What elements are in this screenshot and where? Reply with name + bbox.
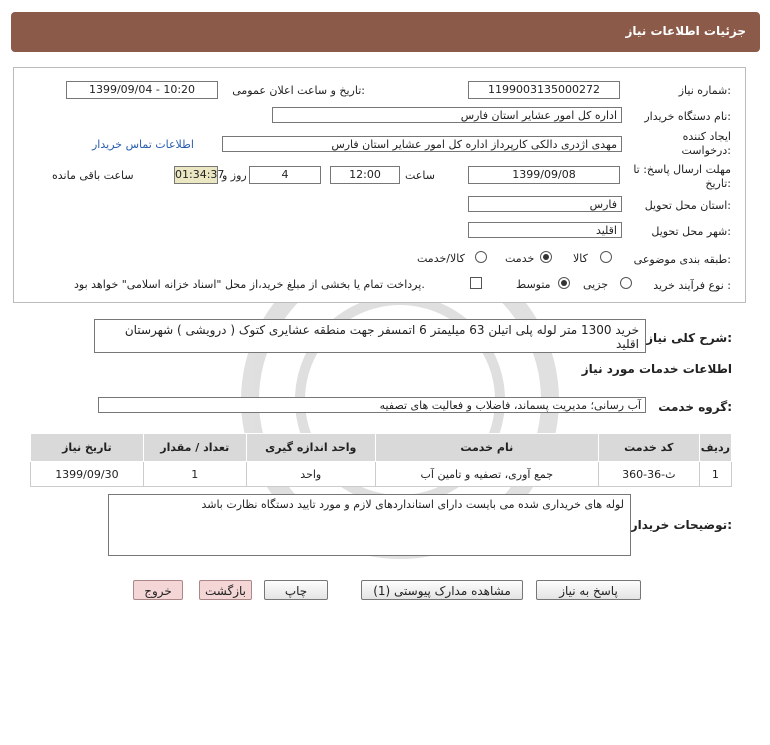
deadline-date-field: 1399/09/08 <box>468 166 620 184</box>
category-service-label: خدمت <box>505 252 535 265</box>
category-label: طبقه بندی موضوعی: <box>633 253 731 266</box>
summary-text: خرید 1300 متر لوله پلی اتیلن 63 میلیمتر 6 اتمسفر جهت منطقه عشایری کتوک ( درویشی ) شهرستان اقلید <box>94 319 646 353</box>
service-group-field: آب رسانی؛ مدیریت پسماند، فاضلاب و فعالیت های تصفیه <box>98 397 646 413</box>
cell-quantity: 1 <box>143 462 246 487</box>
service-group-label: گروه خدمت: <box>658 400 732 414</box>
summary-label: شرح کلی نیاز: <box>646 331 732 345</box>
city-label: شهر محل تحویل: <box>651 225 731 238</box>
need-number-field: 1199003135000272 <box>468 81 620 99</box>
process-minor-label: جزیی <box>583 278 609 291</box>
print-button[interactable]: چاپ <box>264 580 328 600</box>
remaining-time-field: 01:34:37 <box>174 166 218 184</box>
treasury-payment-note: پرداخت تمام یا بخشی از مبلغ خرید،از محل "اسناد خزانه اسلامی" خواهد بود. <box>74 278 425 291</box>
category-goods-service-radio[interactable] <box>475 251 487 263</box>
cell-service-code: ث-36-360 <box>598 462 699 487</box>
city-field: اقلید <box>468 222 622 238</box>
cell-service-name: جمع آوری، تصفیه و تامین آب <box>375 462 598 487</box>
process-minor-radio[interactable] <box>620 277 632 289</box>
col-row: ردیف <box>699 434 731 462</box>
announce-field: 1399/09/04 - 10:20 <box>66 81 218 99</box>
buyer-contact-link[interactable]: اطلاعات تماس خریدار <box>92 138 194 151</box>
province-field: فارس <box>468 196 622 212</box>
treasury-payment-checkbox[interactable] <box>470 277 482 289</box>
category-goods-service-label: کالا/خدمت <box>417 252 465 265</box>
table-header-row <box>31 434 732 462</box>
process-label: نوع فرآیند خرید : <box>653 279 731 292</box>
need-number-label: شماره نیاز: <box>678 84 731 97</box>
creator-field: مهدی اژدری دالکی کارپرداز اداره کل امور عشایر استان فارس <box>222 136 622 152</box>
buyer-notes-text: لوله های خریداری شده می بایست دارای استانداردهای لازم و مورد تایید دستگاه نظارت باشد <box>108 494 631 556</box>
buyer-org-field: اداره کل امور عشایر استان فارس <box>272 107 622 123</box>
remaining-time-label: ساعت باقی مانده <box>52 169 134 182</box>
announce-label: تاریخ و ساعت اعلان عمومی: <box>232 84 365 97</box>
col-need-date: تاریخ نیاز <box>31 434 144 462</box>
deadline-time-field: 12:00 <box>330 166 400 184</box>
cell-need-date: 1399/09/30 <box>31 462 144 487</box>
page-title: جزئیات اطلاعات نیاز <box>625 24 746 38</box>
attachments-button[interactable]: مشاهده مدارک پیوستی (1) <box>361 580 523 600</box>
process-medium-label: متوسط <box>516 278 551 291</box>
category-goods-label: کالا <box>573 252 588 265</box>
cell-row: 1 <box>699 462 731 487</box>
services-table <box>30 433 732 487</box>
buyer-notes-label: توضیحات خریدار: <box>630 518 732 532</box>
deadline-label: مهلت ارسال پاسخ: تا تاریخ: <box>633 163 731 190</box>
remaining-days-field: 4 <box>249 166 321 184</box>
category-service-radio[interactable] <box>540 251 552 263</box>
province-label: استان محل تحویل: <box>644 199 731 212</box>
col-service-code: کد خدمت <box>598 434 699 462</box>
category-goods-radio[interactable] <box>600 251 612 263</box>
buyer-org-label: نام دستگاه خریدار: <box>644 110 731 123</box>
table-row <box>31 462 732 487</box>
back-button[interactable]: بازگشت <box>199 580 252 600</box>
exit-button[interactable]: خروج <box>133 580 183 600</box>
deadline-time-label: ساعت <box>405 169 435 182</box>
services-section-title: اطلاعات خدمات مورد نیاز <box>581 362 732 376</box>
col-service-name: نام خدمت <box>375 434 598 462</box>
process-medium-radio[interactable] <box>558 277 570 289</box>
col-quantity: تعداد / مقدار <box>143 434 246 462</box>
days-label: روز و <box>222 169 247 182</box>
col-unit: واحد اندازه گیری <box>246 434 375 462</box>
reply-button[interactable]: پاسخ به نیاز <box>536 580 641 600</box>
page-header <box>11 12 760 52</box>
cell-unit: واحد <box>246 462 375 487</box>
creator-label: ایجاد کننده درخواست: <box>681 130 731 157</box>
